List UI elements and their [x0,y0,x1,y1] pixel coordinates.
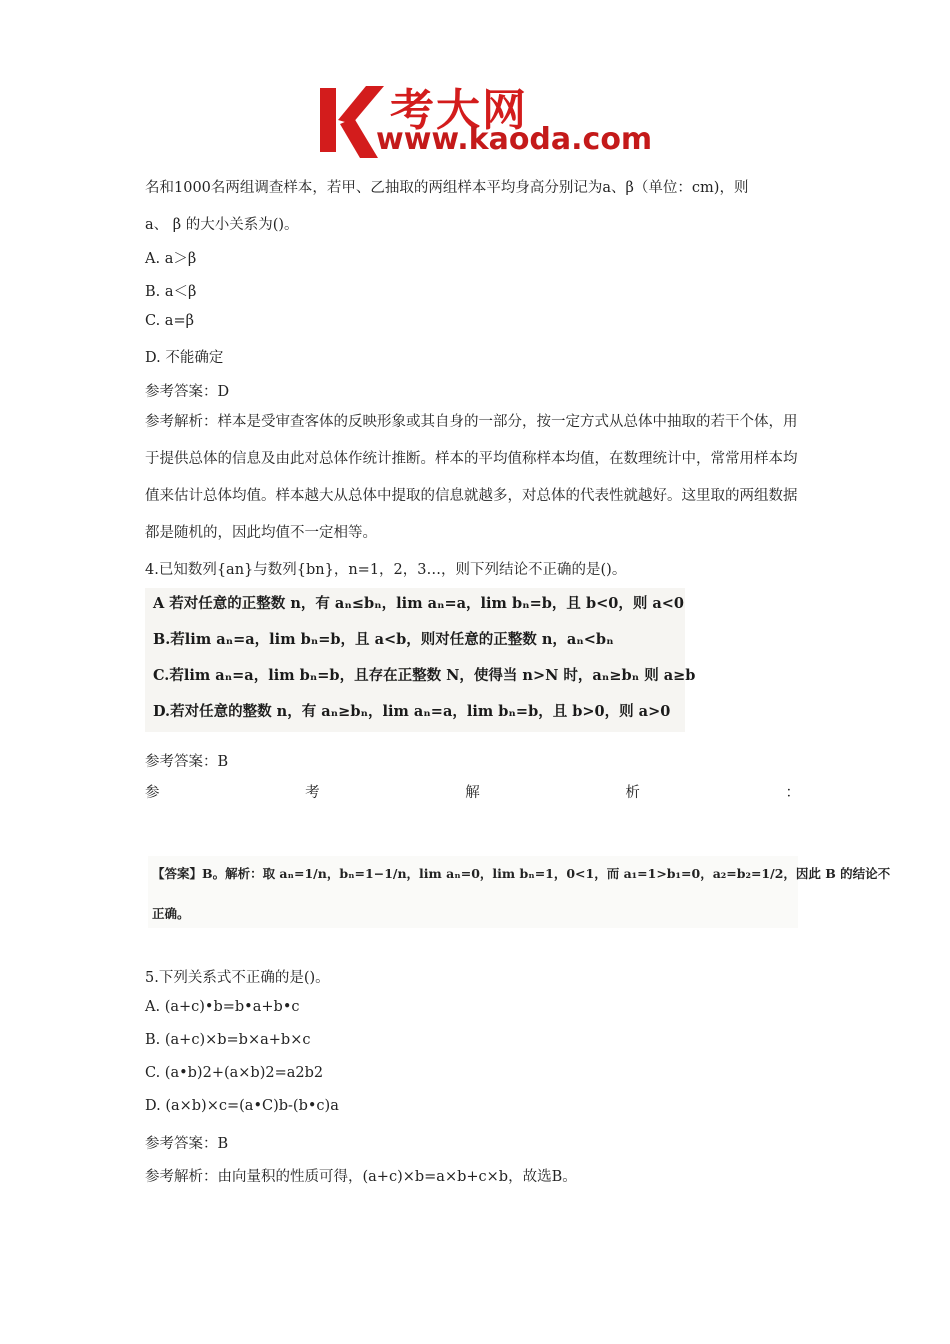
logo-brand-text: 考大网 [390,85,528,136]
q4-analysis-image [148,856,891,928]
q4-analysis-label [145,781,800,802]
q4-option-d: D.若对任意的整数 n，有 aₙ≥bₙ，lim aₙ=a，lim bₙ=b，且 b>0，则 a>0 [153,703,671,720]
logo-url: www.kaoda.com [376,122,653,157]
analysis-char-5: ： [785,785,800,801]
q3-text-line2: a、 β 的大小关系为()。 [145,217,299,233]
q4-options-image [145,588,696,732]
kaoda-logo [318,80,653,160]
analysis-char-4: 析 [625,785,640,801]
q3-option-b: B. a＜β [145,284,197,300]
q5-option-d: D. (a×b)×c=(a•C)b-(b•c)a [145,1098,339,1114]
q4-option-a: A 若对任意的正整数 n，有 aₙ≤bₙ，lim aₙ=a，lim bₙ=b，且 b<0，则 a<0 [153,595,685,612]
q3-answer: 参考答案：D [145,384,230,400]
analysis-char-1: 参 [145,785,160,801]
q4-answer: 参考答案：B [145,754,229,770]
q3-option-d: D. 不能确定 [145,350,224,366]
q4-analysis-line1: 【答案】B。解析：取 aₙ=1/n，bₙ=1−1/n，lim aₙ=0，lim bₙ=1，0<1，而 a₁=1>b₁=0，a₂=b₂=1/2，因此 B 的结论不 [152,866,891,881]
q5-option-b: B. (a+c)×b=b×a+b×c [145,1032,311,1048]
analysis-char-2: 考 [305,785,320,801]
q5-stem: 5.下列关系式不正确的是()。 [145,970,330,986]
q4-option-c: C.若lim aₙ=a，lim bₙ=b，且存在正整数 N，使得当 n>N 时，aₙ≥bₙ 则 a≥b [153,667,696,684]
q4-stem: 4.已知数列{an}与数列{bn}，n=1，2，3…，则下列结论不正确的是()。 [145,562,627,578]
q3-text-line1: 名和1000名两组调查样本，若甲、乙抽取的两组样本平均身高分别记为a、β（单位：cm)，则 [145,180,749,196]
q3-option-c: C. a=β [145,313,194,329]
q5-option-c: C. (a•b)2+(a×b)2=a2b2 [145,1065,324,1081]
q4-analysis-line2: 正确。 [152,906,190,921]
q4-option-b: B.若lim aₙ=a，lim bₙ=b，且 a<b，则对任意的正整数 n，aₙ<bₙ [153,631,614,648]
q5-analysis: 参考解析：由向量积的性质可得，(a+c)×b=a×b+c×b，故选B。 [145,1169,577,1185]
q3-analysis: 参考解析：样本是受审查客体的反映形象或其自身的一部分，按一定方式从总体中抽取的若干个体，用于提供总体的信息及由此对总体作统计推断。样本的平均值称样本均值，在数理统计中，常常用样本均值来估计总体均值。样本越大从总体中提取的信息就越多，对总体的代表性就越好。这里取的两组数据都是随机的，因此均值不一定相等。 [145,414,798,541]
q3-option-a: A. a＞β [145,251,197,267]
q5-option-a: A. (a+c)•b=b•a+b•c [145,999,300,1015]
analysis-char-3: 解 [465,785,480,801]
q5-answer: 参考答案：B [145,1136,229,1152]
